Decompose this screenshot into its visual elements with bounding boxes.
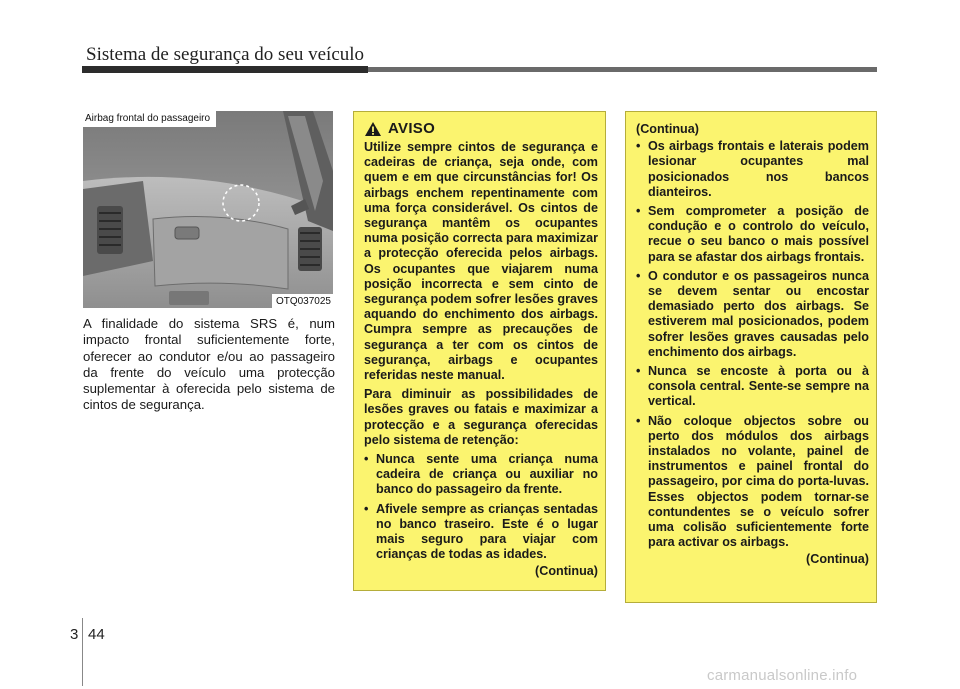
- warning-box-right: [625, 111, 877, 603]
- list-item: • Sem comprometer a posição de condução e o controlo do veículo, recue o seu banco o mais possível para se afastar dos airbags frontais.: [636, 204, 869, 265]
- intro-paragraph: A finalidade do sistema SRS é, num impacto frontal suficientemente forte, oferecer ao condutor e/ou ao passageiro da frente do veículo uma protecção suplementar à oferecida pelo sistema de cintos de segurança.: [83, 316, 335, 413]
- header-rule-accent: [82, 66, 368, 73]
- list-item: • Nunca sente uma criança numa cadeira de criança ou auxiliar no banco do passageiro da frente.: [364, 452, 598, 498]
- list-item: • Nunca se encoste à porta ou à consola central. Sente-se sempre na vertical.: [636, 364, 869, 410]
- airbag-figure: [83, 111, 333, 308]
- continua-top-label: (Continua): [636, 122, 699, 136]
- warning-header: [364, 121, 598, 137]
- page-number: 44: [88, 626, 105, 643]
- list-item: • O condutor e os passageiros nunca se devem sentar ou encostar demasiado perto dos airbags. Se estiverem mal posicionados, podem sofrer lesões graves causadas pelo enchimento dos airbags.: [636, 269, 869, 360]
- warning-left-bullets: [364, 452, 598, 562]
- figure-code: OTQ037025: [272, 294, 333, 308]
- list-item: • Não coloque objectos sobre ou perto dos módulos dos airbags instalados no volante, painel de instrumentos e painel frontal do passageiro, por cima do porta-luvas. Esses objectos podem tornar-se contundentes se o veículo sofrer uma colisão suficientemente forte para activar os airbags.: [636, 414, 869, 551]
- dashboard-illustration: [83, 111, 333, 308]
- warning-box-left: [353, 111, 606, 591]
- warning-right-bullets: [636, 139, 869, 550]
- warning-title: AVISO: [388, 120, 436, 138]
- header-title: Sistema de segurança do seu veículo: [86, 44, 365, 65]
- list-item: • Afivele sempre as crianças sentadas no banco traseiro. Este é o lugar mais seguro para viajar com crianças de todas as idades.: [364, 502, 598, 563]
- watermark: carmanualsonline.info: [707, 667, 858, 684]
- footer-rule: [82, 618, 83, 686]
- figure-caption: Airbag frontal do passageiro: [83, 111, 216, 127]
- list-item: • Os airbags frontais e laterais podem lesionar ocupantes mal posicionados nos bancos dianteiros.: [636, 139, 869, 200]
- continua-label: (Continua): [535, 564, 598, 579]
- warning-paragraph-2: Para diminuir as possibilidades de lesões graves ou fatais e maximizar a protecção e a segurança oferecidas pelo sistema de retenção:: [364, 387, 598, 447]
- warning-triangle-icon: [364, 121, 382, 137]
- continua-label: (Continua): [806, 552, 869, 567]
- warning-paragraph-1: Utilize sempre cintos de segurança e cadeiras de criança, seja onde, com quem e em que circunstâncias for! Os airbags enchem repentinamente com uma força considerável. Os cintos de segurança mantêm os ocupantes numa posição correcta para maximizar a protecção oferecida pelos airbags. Os ocupantes que viajarem numa posição incorrecta e sem cinto de segurança podem sofrer lesões graves aquando do enchimento dos airbags. Cumpra sempre as precauções de segurança a ter com os cintos de segurança, airbags e ocupantes referidas neste manual.: [364, 140, 598, 383]
- chapter-number: 3: [70, 626, 79, 643]
